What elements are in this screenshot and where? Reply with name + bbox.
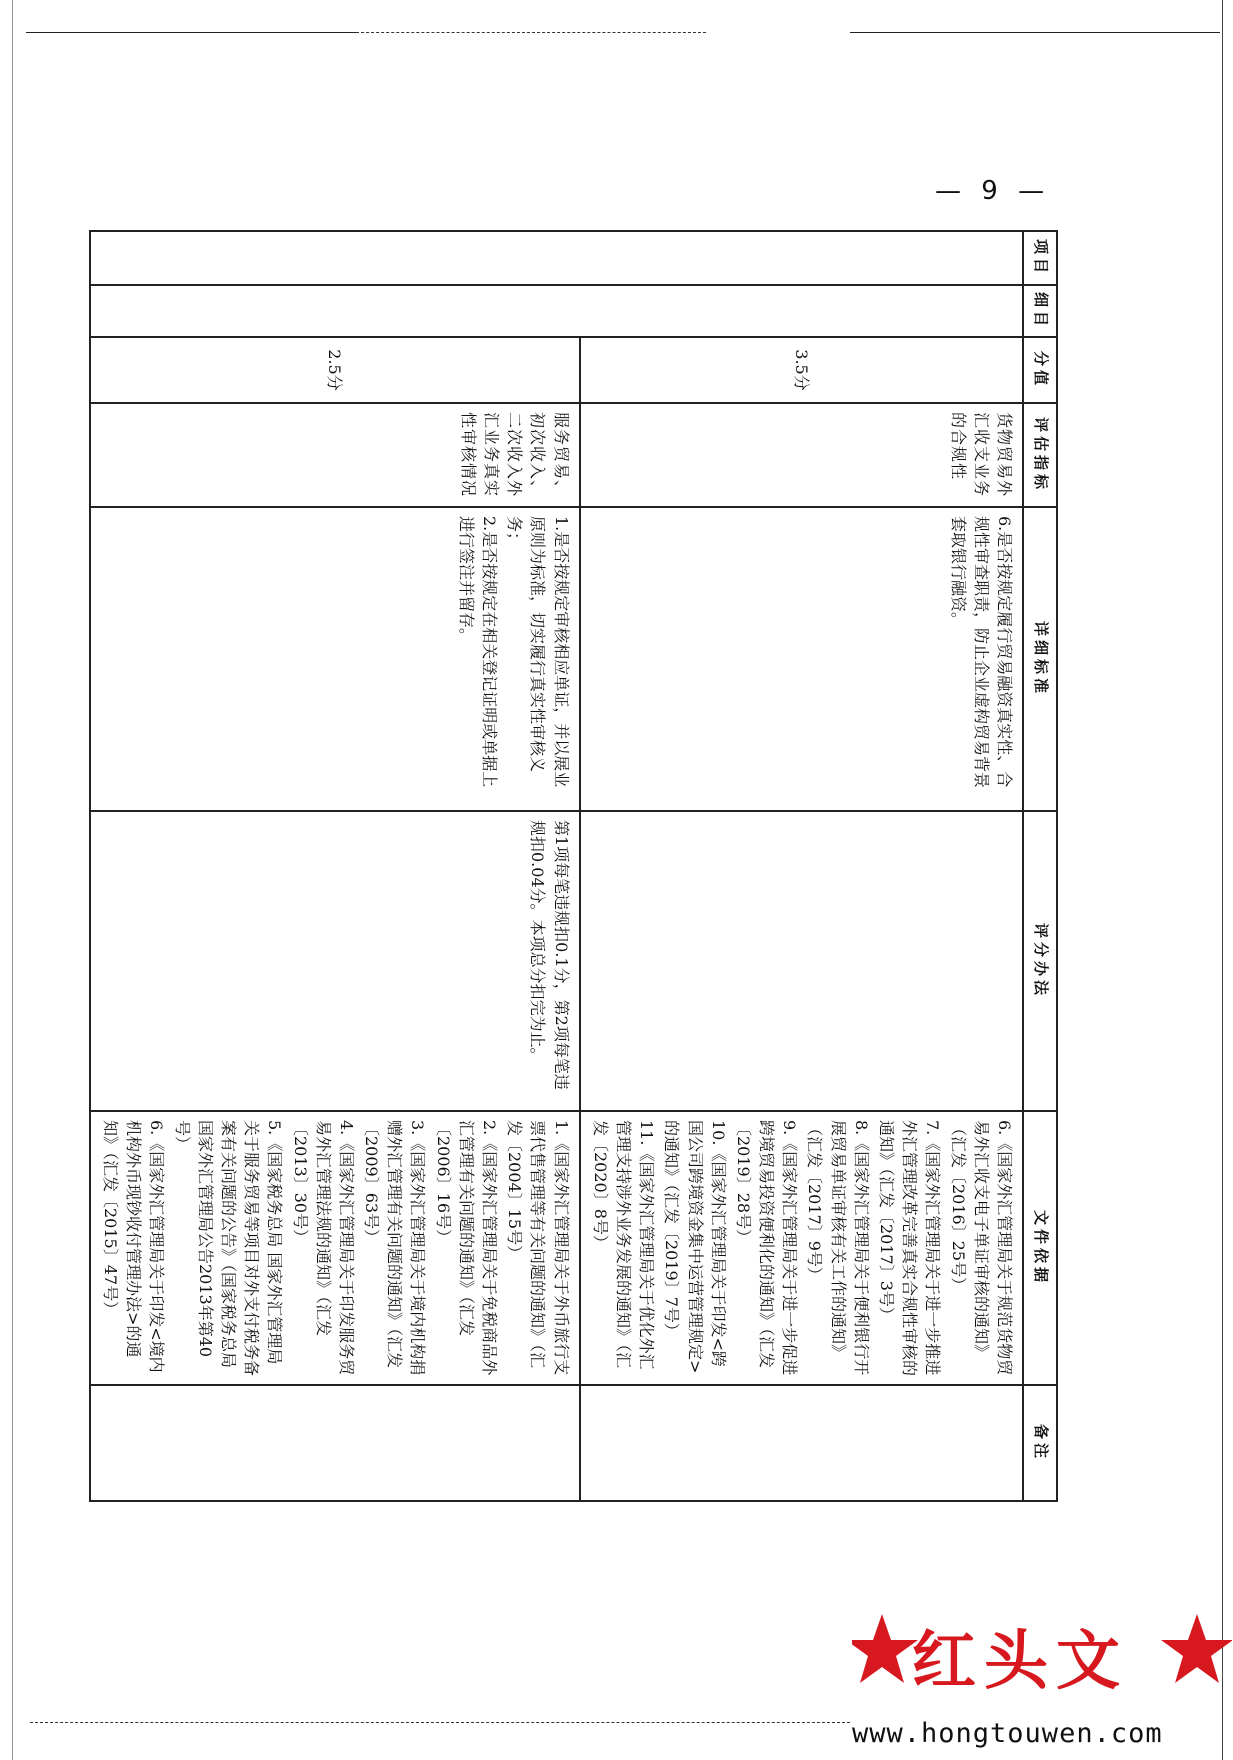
header-method: 评分办法	[1023, 811, 1057, 1111]
top-rule-dashed	[356, 32, 706, 33]
star-icon	[1161, 1614, 1232, 1683]
item-cell	[90, 231, 1023, 285]
assessment-table	[89, 230, 1058, 1502]
rotated-table-wrapper	[101, 230, 1058, 1500]
header-item: 项目	[1023, 231, 1057, 285]
method-cell	[580, 811, 1023, 1111]
basis-cell	[580, 1111, 1023, 1385]
basis-text: 2.《国家外汇管理局关于免税商品外汇管理有关问题的通知》（汇发〔2006〕16号）	[433, 1120, 500, 1376]
standard-text: 1.是否按规定审核相应单证，并以展业原则为标准，切实履行真实性审核义务；	[505, 516, 571, 788]
header-note: 备注	[1023, 1385, 1057, 1501]
note-cell	[580, 1385, 1023, 1501]
watermark-url[interactable]: www.hongtouwen.com	[852, 1718, 1163, 1749]
watermark	[852, 1606, 1232, 1756]
page-number: — 9 —	[935, 176, 1051, 206]
basis-text: 6.《国家外汇管理局关于规范货物贸易外汇收支电子单证审核的通知》（汇发〔2016〕25号）	[948, 1120, 1014, 1376]
basis-text: 11.《国家外汇管理局关于优化外汇管理支持涉外业务发展的通知》（汇发〔2020〕8号）	[590, 1120, 657, 1370]
standard-text: 6.是否按规定履行贸易融资真实性、合规性审查职责，防止企业虚构贸易背景套取银行融资。	[948, 516, 1014, 789]
scan-edge-left	[12, 0, 13, 1760]
standard-text: 2.是否按规定在相关登记证明或单据上进行签注并留存。	[456, 516, 500, 788]
indicator-cell: 货物贸易外汇收支业务的合规性	[580, 403, 1023, 507]
detail-cell	[90, 285, 1023, 337]
standard-cell	[580, 507, 1023, 811]
score-cell: 2.5分	[90, 337, 580, 403]
score-cell: 3.5分	[580, 337, 1023, 403]
star-icon	[852, 1614, 918, 1683]
basis-text: 6.《国家外汇管理局关于印发<境内机构外币现钞收付管理办法>的通知》（汇发〔2015〕47号）	[101, 1120, 167, 1373]
table-row	[580, 231, 1023, 1501]
top-rule	[26, 32, 356, 33]
header-basis: 文件依据	[1023, 1111, 1057, 1385]
header-score: 分值	[1023, 337, 1057, 403]
header-standard: 详细标准	[1023, 507, 1057, 811]
basis-cell	[90, 1111, 580, 1385]
basis-text: 10.《国家外汇管理局关于印发<跨国公司跨境资金集中运营管理规定>的通知》（汇发〔2019〕7号）	[662, 1120, 728, 1374]
basis-text: 5.《国家税务总局 国家外汇管理局 关于服务贸易等项目对外支付税务备案有关问题的公告》（国家税务总局 国家外汇管理局公告2013年第40号）	[172, 1120, 285, 1377]
basis-text: 1.《国家外汇管理局关于外币旅行支票代售管理等有关问题的通知》（汇发〔2004〕15号）	[505, 1120, 571, 1376]
table-row	[90, 231, 580, 1501]
header-row	[1023, 231, 1057, 1501]
bottom-rule	[30, 1722, 850, 1723]
scan-edge-right	[1222, 0, 1223, 1760]
basis-text: 3.《国家外汇管理局关于境内机构捐赠外汇管理有关问题的通知》（汇发〔2009〕63号）	[362, 1120, 428, 1376]
watermark-brand: 红头文	[912, 1625, 1128, 1699]
basis-text: 7.《国家外汇管理局关于进一步推进外汇管理改革完善真实合规性审核的通知》（汇发〔2017〕3号）	[877, 1120, 943, 1377]
indicator-cell: 服务贸易、初次收入、二次收入外汇业务真实性审核情况	[90, 403, 580, 507]
method-cell: 第1项每笔违规扣0.1分，第2项每笔违规扣0.04分。本项总分扣完为止。	[90, 811, 580, 1111]
note-cell	[90, 1385, 580, 1501]
header-indicator: 评估指标	[1023, 403, 1057, 507]
basis-text: 4.《国家外汇管理局关于印发服务贸易外汇管理法规的通知》（汇发〔2013〕30号）	[290, 1120, 356, 1376]
header-detail: 细目	[1023, 285, 1057, 337]
standard-cell	[90, 507, 580, 811]
basis-text: 8.《国家外汇管理局关于便利银行开展贸易单证审核有关工作的通知》（汇发〔2017〕9号）	[805, 1120, 871, 1376]
top-rule-right	[850, 32, 1220, 33]
basis-text: 9.《国家外汇管理局关于进一步促进跨境贸易投资便利化的通知》（汇发〔2019〕28号）	[733, 1120, 800, 1376]
